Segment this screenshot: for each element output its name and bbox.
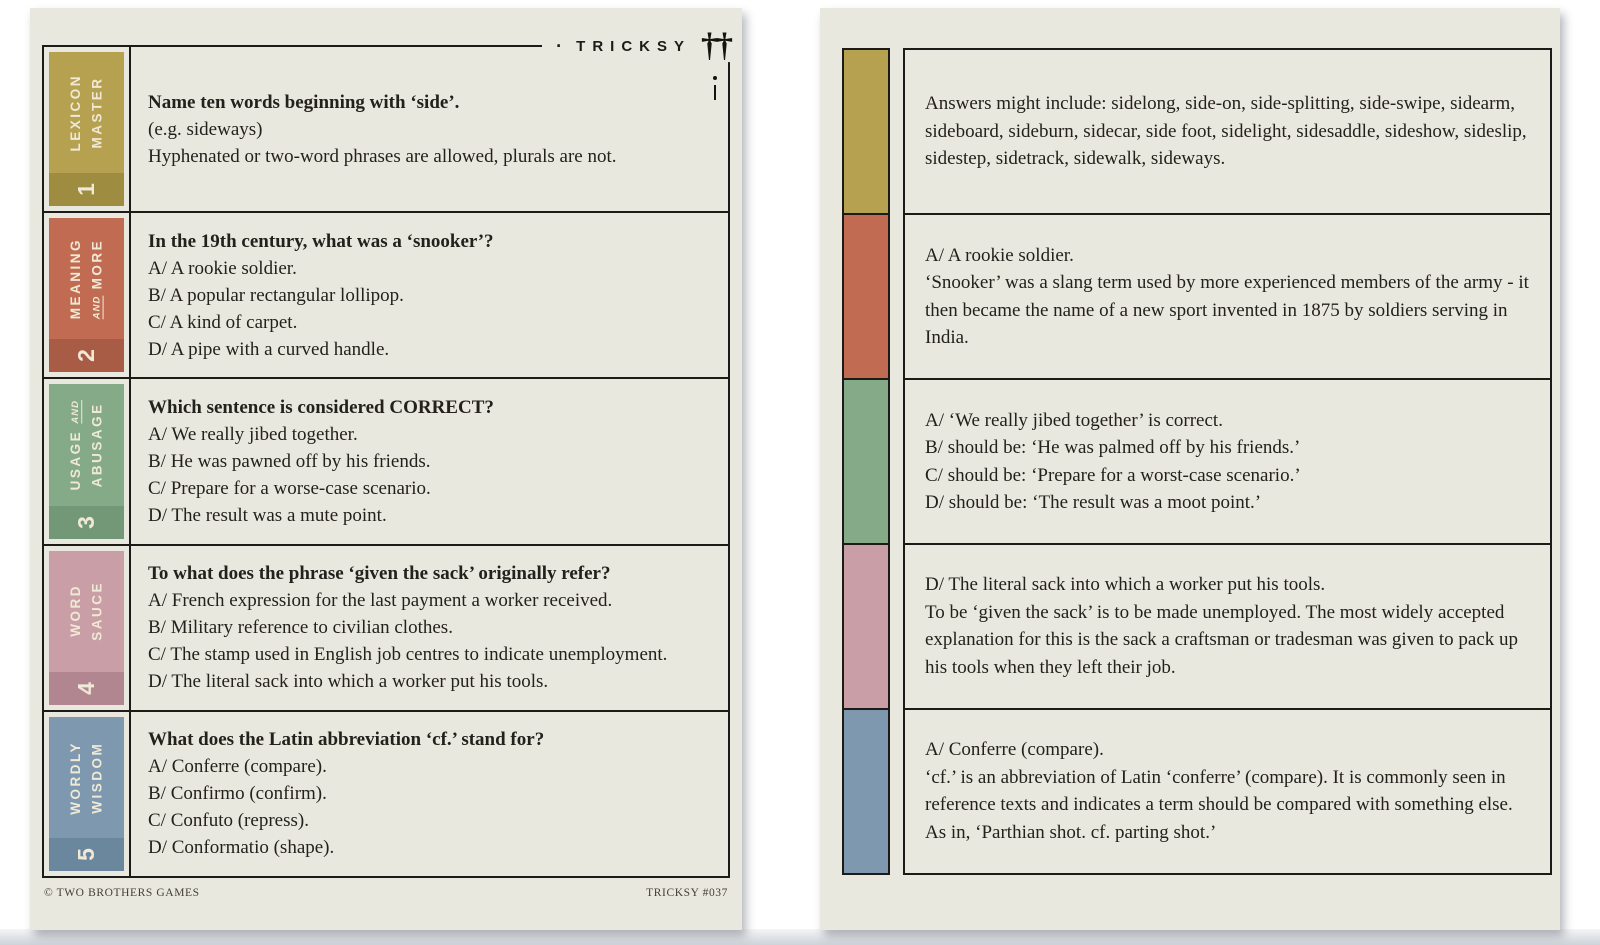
question-line: B/ A popular rectangular lollipop. — [148, 284, 404, 306]
tick-line — [714, 85, 717, 100]
question-row-2 — [44, 213, 728, 379]
question-line: A/ Conferre (compare). — [148, 756, 327, 778]
tick-dot — [713, 76, 717, 80]
answer-row-3 — [842, 378, 1552, 545]
question-text-3 — [131, 379, 728, 543]
question-table — [42, 27, 731, 878]
answer-text-4 — [903, 543, 1552, 710]
card-id-text: TRICKSY #037 — [646, 887, 728, 899]
question-line: A/ French expression for the last payment a worker received. — [148, 590, 613, 612]
category-number: 5 — [49, 838, 124, 871]
answer-text-3 — [903, 378, 1552, 545]
category-cell-4 — [44, 546, 131, 710]
answer-color-bar-1 — [842, 48, 890, 215]
copyright-text: © TWO BROTHERS GAMES — [44, 887, 200, 899]
daggers-icon: †† — [701, 27, 731, 65]
question-line: (e.g. sideways) — [148, 118, 263, 140]
gap — [890, 543, 903, 710]
answer-card — [820, 8, 1560, 930]
question-title: In the 19th century, what was a ‘snooker’? — [148, 230, 494, 252]
category-label: WORD SAUCE — [67, 581, 105, 642]
question-line: A/ We really jibed together. — [148, 424, 358, 445]
answer-row-4 — [842, 543, 1552, 710]
category-cell-1 — [44, 47, 131, 211]
question-title: Which sentence is considered CORRECT? — [148, 397, 494, 418]
question-line: C/ A kind of carpet. — [148, 311, 298, 333]
answer-line: B/ should be: ‘He was palmed off by his friends.’ — [925, 437, 1301, 459]
answer-color-bar-4 — [842, 543, 890, 710]
answer-rows — [842, 48, 1552, 875]
gap — [890, 213, 903, 380]
question-line: Hyphenated or two-word phrases are allowed, plurals are not. — [148, 145, 617, 167]
answer-line: Answers might include: sidelong, side-on, side-splitting, side-swipe, sidearm, sideboard, sideburn, sidecar, side foot, sidelight, sidesaddle, sideshow, sideslip, sidestep, sidetrack, sidewalk, sideways. — [925, 93, 1527, 170]
category-label: USAGE AND ABUSAGE — [67, 399, 105, 491]
question-line: D/ The literal sack into which a worker put his tools. — [148, 671, 549, 693]
answer-text-5 — [903, 708, 1552, 875]
question-line: A/ A rookie soldier. — [148, 257, 297, 279]
category-label: MEANING AND MORE — [67, 238, 105, 320]
category-number: 2 — [49, 339, 124, 372]
brand-tick-icon — [708, 73, 722, 103]
answer-line: To be ‘given the sack’ is to be made unemployed. The most widely accepted explanation for this is the sack a craftsman or tradesman was given to pack up his tools when they left their job. — [925, 601, 1519, 678]
question-line: D/ Conformatio (shape). — [148, 837, 335, 859]
question-text-5 — [131, 712, 728, 876]
category-number: 1 — [49, 173, 124, 206]
question-line: C/ The stamp used in English job centres to indicate unemployment. — [148, 644, 668, 666]
card-footer — [44, 887, 728, 899]
category-tab-word-sauce — [49, 551, 124, 705]
question-row-4 — [44, 546, 728, 712]
question-text-4 — [131, 546, 728, 710]
category-number: 3 — [49, 506, 124, 539]
answer-color-bar-5 — [842, 708, 890, 875]
question-title: Name ten words beginning with ‘side’. — [148, 91, 460, 113]
question-line: B/ He was pawned off by his friends. — [148, 451, 431, 472]
category-cell-2 — [44, 213, 131, 377]
answer-row-1 — [842, 48, 1552, 215]
question-title: What does the Latin abbreviation ‘cf.’ stand for? — [148, 729, 545, 751]
answer-line: D/ should be: ‘The result was a moot point.’ — [925, 492, 1262, 514]
answer-color-bar-2 — [842, 213, 890, 380]
answer-text-2 — [903, 213, 1552, 380]
brand-header — [542, 27, 731, 65]
question-card — [30, 8, 742, 930]
gap — [890, 48, 903, 215]
question-line: B/ Military reference to civilian clothes. — [148, 617, 453, 639]
category-cell-5 — [44, 712, 131, 876]
answer-line: D/ The literal sack into which a worker put his tools. — [925, 574, 1326, 596]
category-label: WORDLY WISDOM — [67, 740, 105, 815]
question-text-1 — [131, 47, 728, 211]
question-text-2 — [131, 213, 728, 377]
brand-dot: · — [556, 36, 563, 57]
question-line: C/ Confuto (repress). — [148, 810, 309, 832]
question-line: D/ A pipe with a curved handle. — [148, 338, 390, 360]
answer-text-1 — [903, 48, 1552, 215]
category-tab-usage-and-abusage — [49, 384, 124, 538]
question-row-1 — [44, 47, 728, 213]
gap — [890, 708, 903, 875]
question-line: D/ The result was a mute point. — [148, 505, 387, 526]
gap — [890, 378, 903, 545]
answer-line: C/ should be: ‘Prepare for a worst-case scenario.’ — [925, 464, 1301, 486]
category-tab-wordly-wisdom — [49, 717, 124, 871]
answer-color-bar-3 — [842, 378, 890, 545]
category-cell-3 — [44, 379, 131, 543]
page-bottom-edge — [0, 929, 1600, 945]
category-tab-lexicon-master — [49, 52, 124, 206]
answer-line: A/ Conferre (compare). — [925, 739, 1104, 761]
answer-line: ‘Snooker’ was a slang term used by more experienced members of the army - it then became the name of a new sport invented in 1875 by soldiers serving in India. — [925, 272, 1529, 349]
answer-row-5 — [842, 708, 1552, 875]
answer-row-2 — [842, 213, 1552, 380]
brand-name: TRICKSY — [576, 37, 691, 55]
answer-line: ‘cf.’ is an abbreviation of Latin ‘conferre’ (compare). It is commonly seen in reference texts and indicates a term should be compared with something else. As in, ‘Parthian shot. cf. parting shot.’ — [925, 766, 1513, 843]
question-line: C/ Prepare for a worse-case scenario. — [148, 478, 431, 499]
category-tab-meaning-and-more — [49, 218, 124, 372]
question-row-5 — [44, 712, 728, 876]
answer-line: A/ A rookie soldier. — [925, 244, 1074, 266]
category-label: LEXICON MASTER — [67, 73, 105, 152]
question-title: To what does the phrase ‘given the sack’ originally refer? — [148, 563, 611, 585]
question-row-3 — [44, 379, 728, 545]
answer-line: A/ ‘We really jibed together’ is correct. — [925, 409, 1223, 431]
category-number: 4 — [49, 672, 124, 705]
question-line: B/ Confirmo (confirm). — [148, 783, 327, 805]
